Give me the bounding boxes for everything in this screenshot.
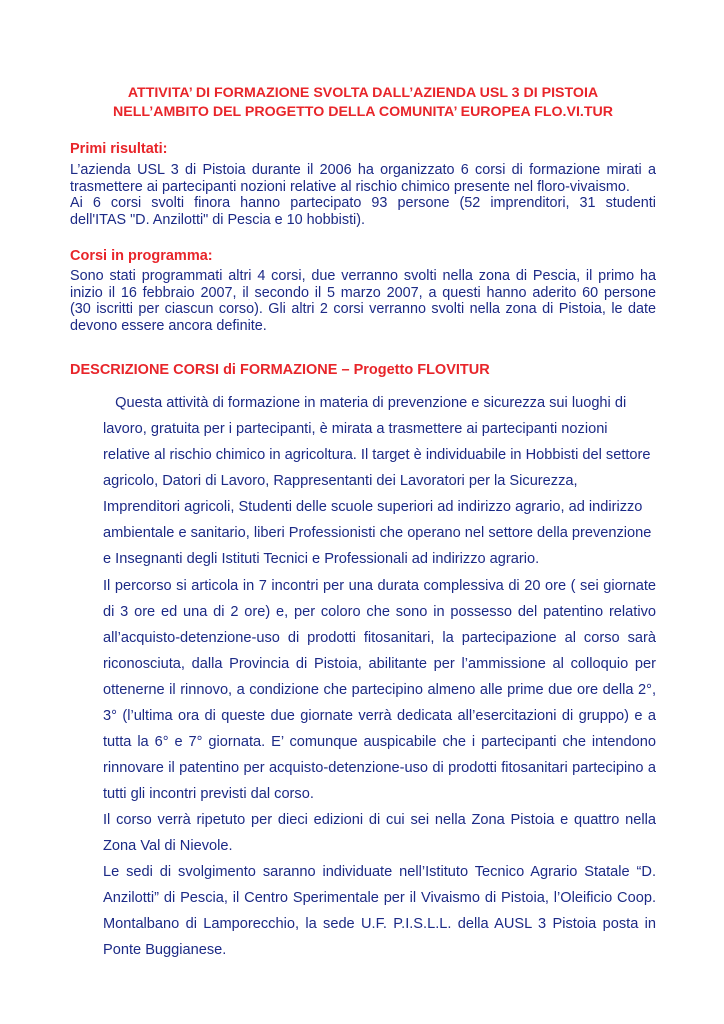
text-line: Ai 6 corsi svolti finora hanno partecipato 93 persone (52 imprenditori, 31 studenti [70,195,656,211]
text-line: 3° (l’ultima ora di queste due giornate verrà dedicata all’esercitazioni di gruppo) e a [103,708,656,724]
corsi-programma-paragraph [70,268,656,334]
descrizione-paragraph-2 [103,573,656,963]
section-heading-primi-risultati: Primi risultati: [70,141,168,157]
text-line: riconosciuta, dalla Provincia di Pistoia, abilitante per l’ammissione al colloquio per [103,656,656,672]
title-line-1: ATTIVITA’ DI FORMAZIONE SVOLTA DALL’AZIENDA USL 3 DI PISTOIA [127,85,599,101]
text-line: di 3 ore ed una di 2 ore) e, per coloro che sono in possesso del patentino relativo [103,604,656,620]
text-line: Sono stati programmati altri 4 corsi, due verranno svolti nella zona di Pescia, il primo ha [70,268,656,284]
title-line-2: NELL’AMBITO DEL PROGETTO DELLA COMUNITA’ EUROPEA FLO.VI.TUR [113,104,613,120]
text-line: inizio il 16 febbraio 2007, il secondo il 5 marzo 2007, a questi hanno aderito 60 persone [70,284,656,301]
text-line: L’azienda USL 3 di Pistoia durante il 2006 ha organizzato 6 corsi di formazione mirati a [70,162,656,178]
text-line: agricolo, Datori di Lavoro, Rappresentanti dei Lavoratori per la Sicurezza, [103,473,578,489]
text-line: Il percorso si articola in 7 incontri per una durata complessiva di 20 ore ( sei giornate [103,578,656,594]
text-line: Zona Val di Nievole. [103,838,233,854]
text-line: ottenerne il rinnovo, a condizione che partecipino almeno alle prime due ore della 2°, [103,682,656,698]
section-heading-descrizione: DESCRIZIONE CORSI di FORMAZIONE – Progetto FLOVITUR [70,362,490,378]
descrizione-paragraph-1 [103,390,656,572]
text-line: Questa attività di formazione in materia di prevenzione e sicurezza sui luoghi di [103,395,627,411]
text-line: lavoro, gratuita per i partecipanti, è mirata a trasmettere ai partecipanti nozioni [103,421,608,437]
section-heading-corsi-programma: Corsi in programma: [70,248,213,264]
text-line: (30 iscritti per ciascun corso). Gli altri 2 corsi verranno svolti nella zona di Pistoia, le date [70,301,656,317]
text-line: ambientale e sanitario, liberi Professionisti che operano nel settore della prevenzione [103,525,652,541]
text-line: all’acquisto-detenzione-uso di prodotti fitosanitari, la partecipazione al corso sarà [103,630,656,646]
document-title [70,84,656,122]
text-line: Il corso verrà ripetuto per dieci edizioni di cui sei nella Zona Pistoia e quattro nella [103,812,656,828]
text-line: relative al rischio chimico in agricoltura. Il target è individuabile in Hobbisti del settore [103,447,651,463]
primi-risultati-paragraph [70,162,656,228]
text-line: Ponte Buggianese. [103,942,227,958]
text-line: e Insegnanti degli Istituti Tecnici e Professionali ad indirizzo agrario. [103,551,540,567]
text-line: Montalbano di Lamporecchio, la sede U.F. P.I.S.L.L. della AUSL 3 Pistoia posta in [103,916,656,932]
text-line: Anzilotti” di Pescia, il Centro Sperimentale per il Vivaismo di Pistoia, l’Oleificio Coop. [103,890,656,906]
text-line: dell'ITAS "D. Anzilotti" di Pescia e 10 hobbisti). [70,211,366,228]
text-line: devono essere ancora definite. [70,317,267,334]
text-line: tutta la 6° e 7° giornata. E’ comunque auspicabile che i partecipanti che intendono [103,734,656,750]
text-line: tutti gli incontri previsti dal corso. [103,786,314,802]
text-line: Le sedi di svolgimento saranno individuate nell’Istituto Tecnico Agrario Statale “D. [103,864,656,880]
text-line: trasmettere ai partecipanti nozioni relative al rischio chimico presente nel floro-vivaismo. [70,178,630,195]
text-line: Imprenditori agricoli, Studenti delle scuole superiori ad indirizzo agrario, ad indirizzo [103,499,643,515]
text-line: rinnovare il patentino per acquisto-detenzione-uso di prodotti fitosanitari partecipino a [103,760,656,776]
